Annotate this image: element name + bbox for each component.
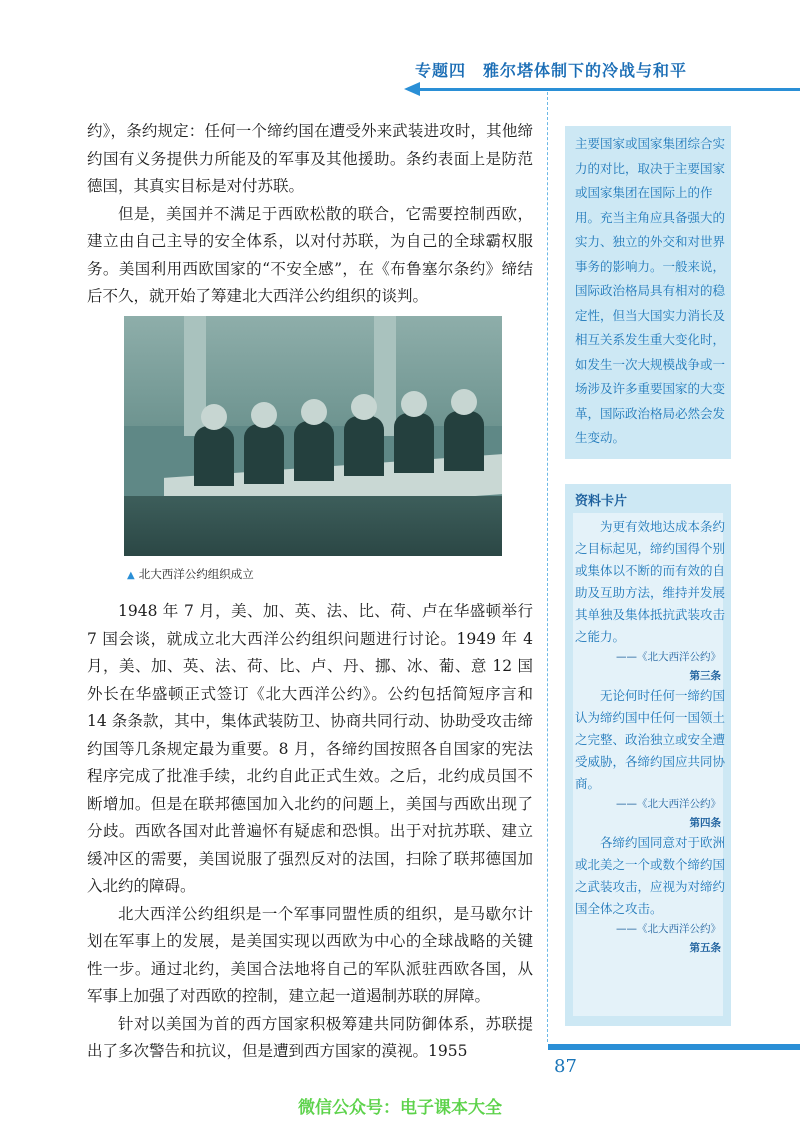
card-item-article: 第五条 (689, 942, 721, 954)
photo-caption: ▲ 北大西洋公约组织成立 (127, 567, 254, 581)
sidebar-note-text: 主要国家或国家集团综合实力的对比，取决于主要国家或国家集团在国际上的作用。充当主角应具备强大的实力、独立的外交和对世界事务的影响力。一般来说，国际政治格局具有相对的稳定性，但当大国实力消长及相互关系发生重大变化时，如发生一次大规模战争或一场涉及许多重要国家的大变革，国际政治格局必然会发生变动。 (575, 136, 726, 445)
paragraph-1: 约》，条约规定：任何一个缔约国在遭受外来武装进攻时，其他缔约国有义务提供力所能及的军事及其他援助。条约表面上是防范德国，其真实目标是对付苏联。 (87, 122, 533, 195)
header-arrow-icon (404, 82, 420, 96)
sidebar-note (565, 126, 731, 459)
nato-founding-photo (124, 316, 502, 556)
chapter-title: 专题四 雅尔塔体制下的冷战与和平 (415, 61, 688, 80)
watermark-footer: 微信公众号：电子课本大全 (298, 1098, 502, 1118)
card-item-source: ——《北大西洋公约》 (616, 923, 721, 935)
card-item-source: ——《北大西洋公约》 (616, 798, 721, 810)
page-header (0, 0, 800, 100)
card-item-text: 为更有效地达成本条约之目标起见，缔约国得个别或集体以不断的而有效的自助及互助方法，维持并发展其单独及集体抵抗武装攻击之能力。 (575, 519, 726, 644)
main-text (87, 118, 533, 311)
card-item-text: 无论何时任何一缔约国认为缔约国中任何一国领土之完整、政治独立或安全遭受威胁，各缔约国应共同协商。 (575, 688, 726, 791)
card-item-text: 各缔约国同意对于欧洲或北美之一个或数个缔约国之武装攻击，应视为对缔约国全体之攻击。 (575, 835, 726, 916)
paragraph-3: 1948 年 7 月，美、加、英、法、比、荷、卢在华盛顿举行 7 国会谈，就成立北大西洋公约组织问题进行讨论。1949 年 4 月，美、加、英、法、荷、比、卢、丹、挪、冰、葡、意 12 国外长在华盛顿正式签订《北大西洋公约》。公约包括简短序言和 14 条条款，其中，集体武装防卫、协商共同行动、协助受攻击缔约国等几条规定最为重要。8 月，各缔约国按照各自国家的宪法程序完成了批准手续，北约自此正式生效。之后，北约成员国不断增加。但是在联邦德国加入北约的问题上，美国与西欧出现了分歧。西欧各国对此普遍怀有疑虑和恐惧。出于对抗苏联、建立缓冲区的需要，美国说服了强烈反对的法国，扫除了联邦德国加入北约的障碍。 (87, 602, 533, 895)
card-item-article: 第四条 (689, 817, 721, 829)
card-item-source: ——《北大西洋公约》 (616, 651, 721, 663)
paragraph-4: 北大西洋公约组织是一个军事同盟性质的组织，是马歇尔计划在军事上的发展，是美国实现以西欧为中心的全球战略的关键性一步。通过北约，美国合法地将自己的军队派驻西欧各国，从军事上加强了对西欧的控制，建立起一道遏制苏联的屏障。 (87, 904, 533, 1005)
footer-rule (548, 1044, 800, 1050)
column-divider (547, 92, 548, 1042)
card-body (575, 516, 725, 957)
header-rule (420, 88, 800, 91)
triangle-icon: ▲ (127, 570, 135, 581)
main-text-lower (87, 598, 533, 1066)
paragraph-2: 但是，美国并不满足于西欧松散的联合，它需要控制西欧，建立由自己主导的安全体系，以对付苏联，为自己的全球霸权服务。美国利用西欧国家的“不安全感”，在《布鲁塞尔条约》缔结后不久，就开始了筹建北大西洋公约组织的谈判。 (87, 204, 533, 305)
info-card (565, 484, 731, 1026)
card-item-article: 第三条 (689, 670, 721, 682)
paragraph-5: 针对以美国为首的西方国家积极筹建共同防御体系，苏联提出了多次警告和抗议，但是遭到西方国家的漠视。1955 (87, 1014, 533, 1060)
page-number: 87 (554, 1056, 577, 1077)
card-title: 资料卡片 (575, 494, 628, 509)
